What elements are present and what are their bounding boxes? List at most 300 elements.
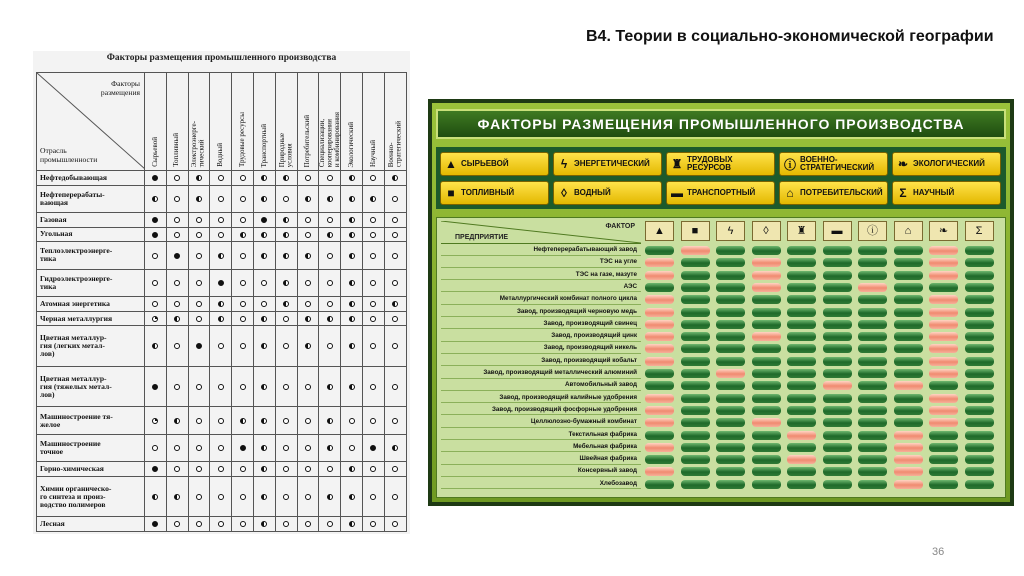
table-cell (145, 434, 167, 462)
table-cell (166, 476, 188, 516)
factor-cell-green (681, 394, 710, 403)
factor-cell-green (929, 431, 958, 440)
factor-cell-pink (929, 258, 958, 267)
factor-cell-green (681, 332, 710, 341)
factor-header-icon: ϟ (716, 221, 745, 241)
table-row (37, 311, 407, 326)
table-cell (341, 434, 363, 462)
factor-cell-green (929, 480, 958, 489)
enterprise-name: Завод, производящий цинк (441, 331, 641, 342)
factor-cell-green (823, 258, 852, 267)
table-corner-cell (37, 73, 145, 171)
table-cell (341, 326, 363, 366)
factor-cell-pink (645, 344, 674, 353)
factor-column-header (341, 73, 363, 171)
factor-cell-green (681, 467, 710, 476)
table-cell (188, 326, 210, 366)
legend-label: ЭНЕРГЕТИЧЕСКИЙ (574, 159, 650, 168)
industry-name: Гидроэлектроэнерге- тика (37, 269, 145, 297)
table-cell (210, 297, 232, 312)
symbol-half-icon (349, 343, 355, 349)
table-cell (384, 227, 406, 242)
symbol-half-icon (349, 301, 355, 307)
table-cell (188, 297, 210, 312)
table-cell (253, 366, 275, 406)
factor-cell-green (823, 271, 852, 280)
symbol-full-icon (174, 253, 180, 259)
factor-cell-green (787, 344, 816, 353)
table-cell (232, 434, 254, 462)
table-cell (297, 462, 319, 477)
symbol-empty-icon (174, 232, 180, 238)
factor-cell-green (929, 455, 958, 464)
table-row (37, 476, 407, 516)
factor-cell-pink (681, 246, 710, 255)
factor-cell-pink (645, 357, 674, 366)
symbol-half-icon (349, 494, 355, 500)
factor-cell-green (965, 455, 994, 464)
factor-cell-green (965, 467, 994, 476)
factor-cell-green (716, 246, 745, 255)
table-cell (166, 311, 188, 326)
symbol-empty-icon (152, 445, 158, 451)
grid-enterprise-label: ПРЕДПРИЯТИЕ (455, 234, 509, 241)
factor-cell-green (823, 406, 852, 415)
factor-cell-green (752, 467, 781, 476)
table-cell (362, 462, 384, 477)
symbol-full-icon (152, 521, 158, 527)
symbol-full-icon (152, 175, 158, 181)
table-cell (275, 476, 297, 516)
factor-cell-green (645, 431, 674, 440)
table-cell (188, 269, 210, 297)
factor-cell-pink (645, 308, 674, 317)
table-cell (232, 185, 254, 213)
table-cell (166, 185, 188, 213)
symbol-empty-icon (218, 418, 224, 424)
factor-cell-green (681, 295, 710, 304)
table-cell (188, 366, 210, 406)
legend-icon: ❧ (897, 157, 909, 171)
factor-cell-green (645, 369, 674, 378)
table-cell (275, 434, 297, 462)
symbol-half-icon (283, 301, 289, 307)
table-cell (166, 407, 188, 435)
symbol-empty-icon (392, 521, 398, 527)
factor-table-title: Факторы размещения промышленного производства (106, 53, 337, 63)
symbol-empty-icon (370, 175, 376, 181)
factor-cell-green (894, 271, 923, 280)
factor-cell-pink (929, 246, 958, 255)
industry-name: Теплоэлектроэнерге- тика (37, 242, 145, 270)
table-cell (341, 311, 363, 326)
table-cell (145, 462, 167, 477)
factor-cell-green (787, 258, 816, 267)
symbol-empty-icon (283, 384, 289, 390)
factor-column-header (210, 73, 232, 171)
factor-cell-green (645, 480, 674, 489)
symbol-empty-icon (218, 175, 224, 181)
table-cell (145, 366, 167, 406)
symbol-half-icon (349, 196, 355, 202)
table-cell (275, 227, 297, 242)
symbol-half-icon (349, 280, 355, 286)
legend-item (779, 181, 888, 205)
factor-cell-green (716, 443, 745, 452)
table-cell (319, 227, 341, 242)
table-cell (210, 213, 232, 228)
factor-cell-green (681, 258, 710, 267)
symbol-empty-icon (261, 280, 267, 286)
symbol-empty-icon (240, 384, 246, 390)
factor-cell-pink (929, 271, 958, 280)
table-cell (188, 213, 210, 228)
factor-cell-green (752, 308, 781, 317)
symbol-empty-icon (283, 343, 289, 349)
table-cell (297, 517, 319, 532)
factor-cell-pink (894, 467, 923, 476)
factor-cell-pink (752, 418, 781, 427)
table-cell (145, 326, 167, 366)
symbol-empty-icon (240, 521, 246, 527)
factor-cell-green (965, 431, 994, 440)
table-cell (341, 462, 363, 477)
legend-icon: ⌂ (786, 186, 794, 200)
factor-cell-green (894, 308, 923, 317)
factor-cell-green (787, 443, 816, 452)
factor-cell-green (681, 443, 710, 452)
legend-icon: ⓘ (783, 157, 796, 172)
table-row (37, 227, 407, 242)
factor-cell-green (681, 418, 710, 427)
table-cell (297, 213, 319, 228)
factor-cell-green (823, 344, 852, 353)
factor-cell-green (929, 381, 958, 390)
symbol-quarter-icon (152, 418, 158, 424)
factor-cell-green (858, 258, 887, 267)
table-cell (384, 185, 406, 213)
symbol-empty-icon (174, 280, 180, 286)
table-cell (319, 269, 341, 297)
factor-cell-green (645, 246, 674, 255)
factor-cell-green (823, 369, 852, 378)
symbol-half-icon (327, 445, 333, 451)
factor-column-header (232, 73, 254, 171)
symbol-half-icon (152, 494, 158, 500)
factor-cell-green (823, 480, 852, 489)
table-cell (384, 476, 406, 516)
symbol-half-icon (349, 217, 355, 223)
factor-cell-green (965, 357, 994, 366)
factor-cell-pink (894, 455, 923, 464)
table-cell (297, 407, 319, 435)
factor-cell-pink (929, 344, 958, 353)
legend-item (779, 152, 888, 176)
factor-cell-green (894, 246, 923, 255)
symbol-empty-icon (392, 280, 398, 286)
table-cell (341, 476, 363, 516)
symbol-half-icon (261, 196, 267, 202)
symbol-empty-icon (218, 232, 224, 238)
table-cell (362, 242, 384, 270)
table-cell (145, 476, 167, 516)
table-cell (232, 297, 254, 312)
table-cell (166, 227, 188, 242)
poster-legend (436, 147, 1006, 209)
symbol-empty-icon (305, 418, 311, 424)
table-cell (341, 227, 363, 242)
table-cell (210, 366, 232, 406)
enterprise-name: Завод, производящий калийные удобрения (441, 393, 641, 404)
factor-cell-green (929, 467, 958, 476)
enterprise-name: Текстильная фабрика (441, 430, 641, 441)
table-row (37, 171, 407, 186)
factor-cell-green (965, 332, 994, 341)
factor-cell-green (823, 394, 852, 403)
factor-column-header (253, 73, 275, 171)
industry-name: Нефтеперерабаты- вающая (37, 185, 145, 213)
poster-title: ФАКТОРЫ РАЗМЕЩЕНИЯ ПРОМЫШЛЕННОГО ПРОИЗВОДСТВА (436, 109, 1006, 139)
table-row (37, 407, 407, 435)
factor-cell-green (894, 418, 923, 427)
table-cell (297, 269, 319, 297)
factor-cell-green (681, 271, 710, 280)
factor-column-header (319, 73, 341, 171)
factor-column-label: Специализации, кооперирования и комбинирования (318, 111, 342, 167)
table-cell (384, 269, 406, 297)
factor-cell-green (752, 246, 781, 255)
factor-cell-pink (929, 406, 958, 415)
factor-cell-green (823, 295, 852, 304)
factor-cell-green (965, 394, 994, 403)
table-cell (319, 171, 341, 186)
symbol-half-icon (240, 418, 246, 424)
enterprise-name: Швейная фабрика (441, 454, 641, 465)
table-cell (319, 517, 341, 532)
enterprise-name: ТЭС на газе, мазуте (441, 270, 641, 281)
factor-cell-pink (645, 467, 674, 476)
factor-cell-green (823, 308, 852, 317)
factor-cell-green (894, 258, 923, 267)
factor-cell-green (965, 443, 994, 452)
table-cell (232, 326, 254, 366)
factor-cell-pink (929, 357, 958, 366)
symbol-half-icon (261, 445, 267, 451)
corner-branch-label: Отрасль промышленности (40, 146, 98, 164)
legend-icon: ■ (447, 186, 455, 200)
table-cell (253, 185, 275, 213)
factor-cell-green (681, 357, 710, 366)
table-cell (384, 242, 406, 270)
factor-cell-green (894, 406, 923, 415)
table-cell (145, 517, 167, 532)
symbol-empty-icon (392, 418, 398, 424)
factor-cell-pink (645, 332, 674, 341)
table-cell (384, 517, 406, 532)
enterprise-name: Завод, производящий металлический алюминий (441, 368, 641, 379)
table-cell (384, 407, 406, 435)
enterprise-name: Завод, производящий кобальт (441, 356, 641, 367)
factor-cell-pink (894, 431, 923, 440)
factor-cell-green (716, 394, 745, 403)
symbol-empty-icon (370, 494, 376, 500)
factor-cell-green (823, 443, 852, 452)
industry-name: Нефтедобывающая (37, 171, 145, 186)
table-cell (275, 242, 297, 270)
factor-header-icon: ♜ (787, 221, 816, 241)
symbol-half-icon (283, 175, 289, 181)
symbol-empty-icon (349, 418, 355, 424)
factor-header-icon: ▬ (823, 221, 852, 241)
symbol-half-icon (392, 445, 398, 451)
symbol-empty-icon (152, 253, 158, 259)
legend-item (553, 152, 662, 176)
table-cell (232, 213, 254, 228)
factor-header-icon: Σ (965, 221, 994, 241)
symbol-empty-icon (240, 253, 246, 259)
table-cell (210, 462, 232, 477)
factor-cell-green (787, 480, 816, 489)
factor-cell-green (929, 283, 958, 292)
factor-cell-green (716, 320, 745, 329)
symbol-empty-icon (370, 521, 376, 527)
factor-cell-green (823, 467, 852, 476)
table-cell (384, 366, 406, 406)
table-cell (362, 407, 384, 435)
table-cell (188, 227, 210, 242)
symbol-empty-icon (392, 384, 398, 390)
symbol-empty-icon (283, 316, 289, 322)
factor-cell-pink (752, 271, 781, 280)
factor-cell-pink (645, 406, 674, 415)
symbol-half-icon (327, 494, 333, 500)
enterprise-name: Хлебозавод (441, 479, 641, 490)
table-cell (275, 326, 297, 366)
table-cell (253, 326, 275, 366)
symbol-half-icon (327, 196, 333, 202)
factor-cell-green (858, 246, 887, 255)
industry-name: Цветная металлур- гия (тяжелых метал- лов) (37, 366, 145, 406)
symbol-empty-icon (174, 521, 180, 527)
table-cell (166, 269, 188, 297)
symbol-empty-icon (196, 445, 202, 451)
table-cell (341, 213, 363, 228)
legend-icon: ♜ (671, 157, 683, 171)
factor-header-icon: ⌂ (894, 221, 923, 241)
factor-column-label: Экологический (346, 121, 355, 167)
factor-cell-green (681, 431, 710, 440)
factor-cell-green (716, 295, 745, 304)
table-row (37, 462, 407, 477)
table-cell (166, 213, 188, 228)
table-cell (232, 517, 254, 532)
table-cell (362, 213, 384, 228)
factor-cell-green (858, 406, 887, 415)
table-cell (166, 326, 188, 366)
table-cell (362, 517, 384, 532)
symbol-half-icon (261, 418, 267, 424)
symbol-half-icon (261, 343, 267, 349)
symbol-empty-icon (174, 466, 180, 472)
table-cell (145, 297, 167, 312)
symbol-half-icon (152, 343, 158, 349)
factor-column-label: Трудовые ресурсы (237, 111, 246, 167)
legend-item (553, 181, 662, 205)
symbol-empty-icon (283, 445, 289, 451)
symbol-half-icon (327, 232, 333, 238)
slide-number: 36 (932, 546, 945, 558)
table-cell (145, 213, 167, 228)
table-cell (275, 366, 297, 406)
table-cell (145, 269, 167, 297)
factor-cell-green (823, 455, 852, 464)
grid-factor-label: ФАКТОР (605, 223, 635, 230)
symbol-empty-icon (392, 253, 398, 259)
symbol-empty-icon (349, 445, 355, 451)
symbol-full-icon (152, 232, 158, 238)
table-cell (341, 185, 363, 213)
factor-table (36, 72, 407, 532)
table-row (37, 434, 407, 462)
symbol-empty-icon (196, 466, 202, 472)
legend-item (892, 181, 1001, 205)
table-cell (362, 297, 384, 312)
factor-column-header (297, 73, 319, 171)
table-cell (210, 242, 232, 270)
table-cell (341, 297, 363, 312)
symbol-full-icon (240, 445, 246, 451)
factor-column-header (275, 73, 297, 171)
symbol-empty-icon (261, 301, 267, 307)
factor-cell-pink (929, 320, 958, 329)
factor-cell-green (716, 381, 745, 390)
symbol-half-icon (327, 418, 333, 424)
enterprise-name: Завод, производящий черновую медь (441, 307, 641, 318)
table-cell (188, 517, 210, 532)
symbol-empty-icon (370, 253, 376, 259)
legend-item (440, 152, 549, 176)
factor-cell-pink (645, 258, 674, 267)
table-cell (319, 366, 341, 406)
industry-name: Угольная (37, 227, 145, 242)
table-cell (253, 171, 275, 186)
table-cell (210, 311, 232, 326)
symbol-empty-icon (370, 280, 376, 286)
symbol-empty-icon (240, 301, 246, 307)
factor-cell-green (752, 443, 781, 452)
symbol-half-icon (261, 316, 267, 322)
factor-cell-green (787, 283, 816, 292)
industry-name: Химии органическо- го синтеза и произ- водство полимеров (37, 476, 145, 516)
symbol-empty-icon (305, 466, 311, 472)
symbol-empty-icon (283, 196, 289, 202)
factor-cell-green (858, 357, 887, 366)
factor-cell-pink (787, 431, 816, 440)
factor-cell-green (965, 246, 994, 255)
symbol-empty-icon (392, 196, 398, 202)
table-cell (275, 185, 297, 213)
table-cell (232, 462, 254, 477)
symbol-empty-icon (218, 494, 224, 500)
factor-cell-green (716, 308, 745, 317)
enterprise-name: Консервный завод (441, 466, 641, 477)
factor-cell-green (752, 369, 781, 378)
symbol-empty-icon (370, 217, 376, 223)
symbol-half-icon (174, 316, 180, 322)
factor-cell-green (787, 369, 816, 378)
industry-name: Черная металлургия (37, 311, 145, 326)
table-cell (275, 462, 297, 477)
